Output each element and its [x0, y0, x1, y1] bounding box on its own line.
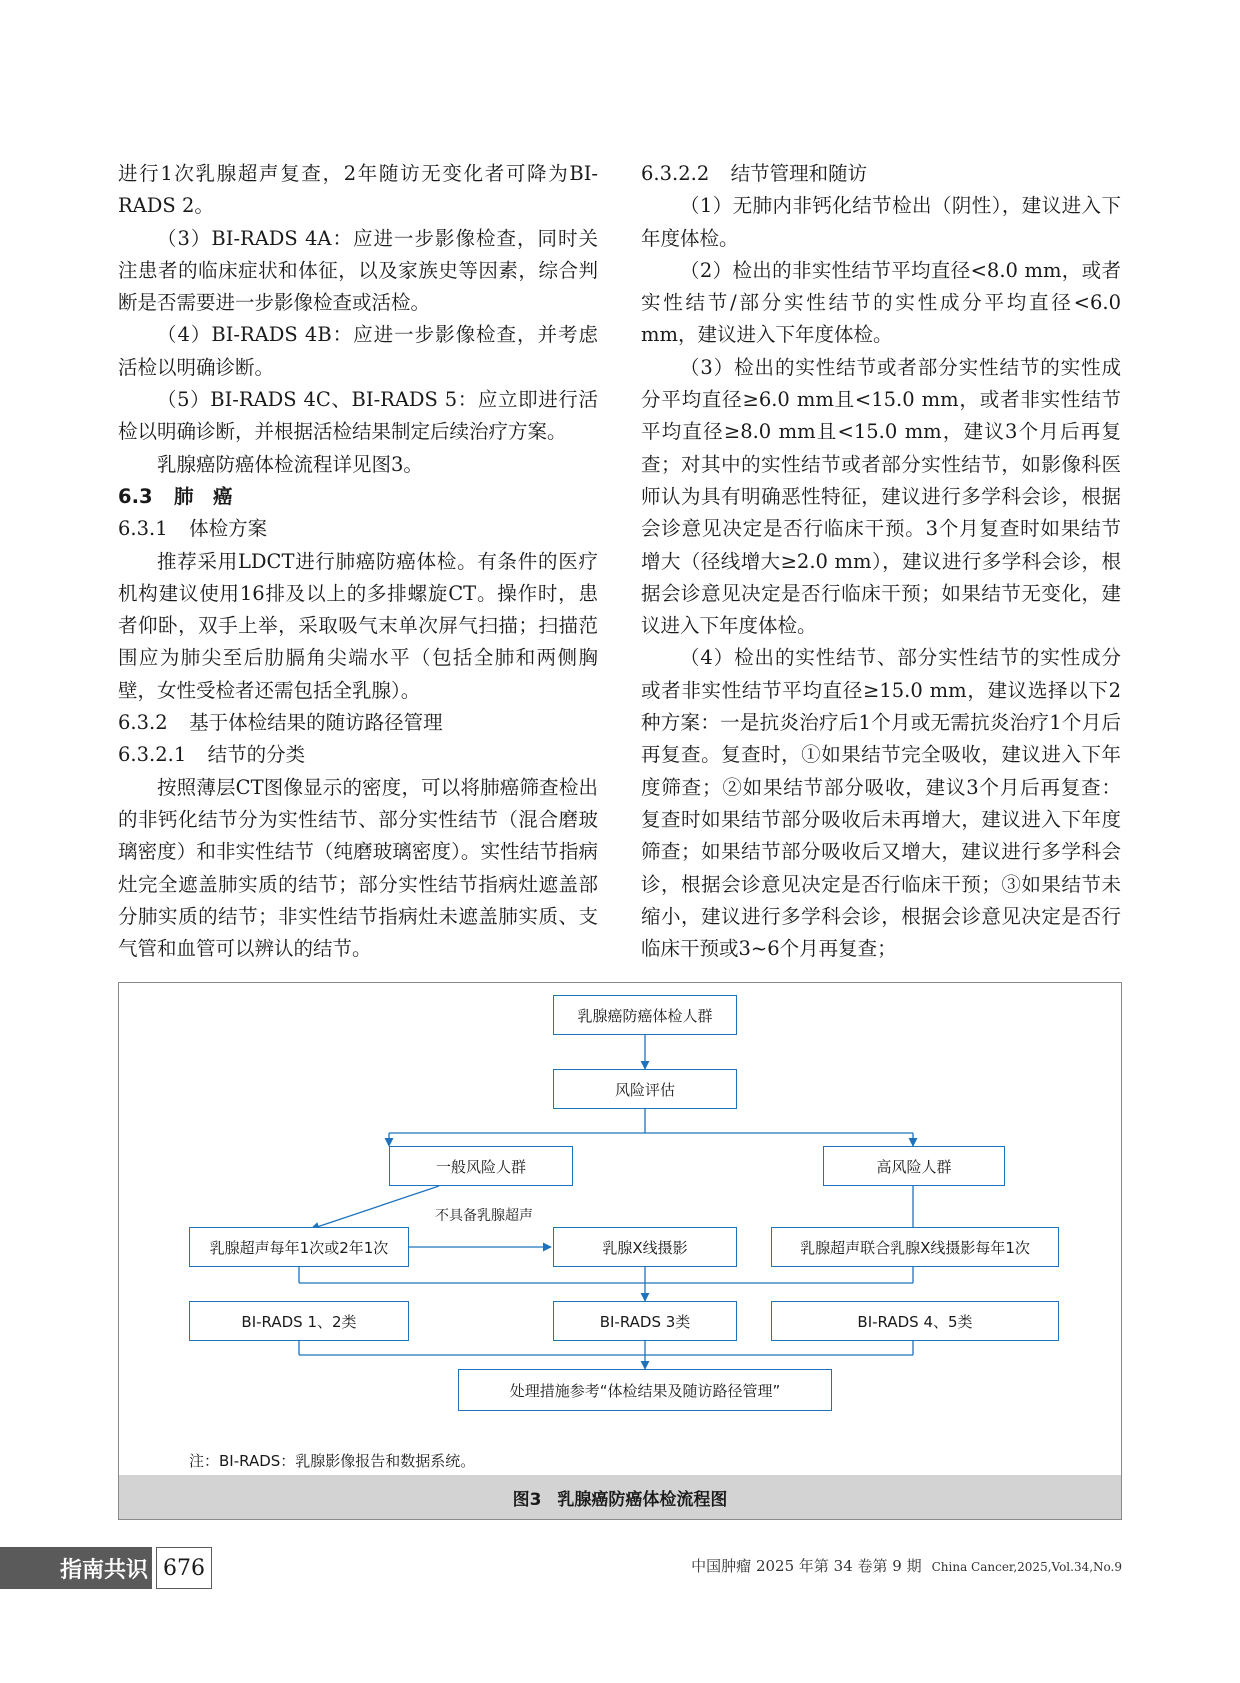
left-column: [118, 158, 598, 965]
page-number: 676: [156, 1547, 212, 1589]
body-paragraph: （3）检出的实性结节或者部分实性结节的实性成分平均直径≥6.0 mm且<15.0 mm，或者非实性结节平均直径≥8.0 mm且<15.0 mm，建议3个月后再复查；对其中的实性结节或者部分实性结节，如影像科医师认为具有明确恶性特征，建议进行多学科会诊，根据会诊意见决定是否行临床干预。3个月复查时如果结节增大（径线增大≥2.0 mm），建议进行多学科会诊，根据会诊意见决定是否行临床干预；如果结节无变化，建议进入下年度体检。: [641, 355, 1121, 638]
section-title: 体检方案: [189, 517, 268, 541]
section-number: 6.3: [118, 484, 153, 508]
body-paragraph: （5）BI-RADS 4C、BI-RADS 5：应立即进行活检以明确诊断，并根据活检结果制定后续治疗方案。: [118, 388, 598, 444]
section-number: 6.3.2.2: [641, 162, 710, 185]
figure-3-flowchart: [118, 982, 1122, 1520]
node-mammography: 乳腺X线摄影: [553, 1227, 737, 1267]
figure-caption-text: 乳腺癌防癌体检流程图: [557, 1489, 728, 1510]
body-paragraph: 按照薄层CT图像显示的密度，可以将肺癌筛查检出的非钙化结节分为实性结节、部分实性结节（混合磨玻璃密度）和非实性结节（纯磨玻璃密度）。实性结节指病灶完全遮盖肺实质的结节；部分实性结节指病灶遮盖部分肺实质的结节；非实性结节指病灶未遮盖肺实质、支气管和血管可以辨认的结节。: [118, 775, 598, 961]
section-title: 肺 癌: [173, 484, 233, 508]
section-heading: [118, 481, 598, 513]
body-paragraph: 推荐采用LDCT进行肺癌防癌体检。有条件的医疗机构建议使用16排及以上的多排螺旋CT。操作时，患者仰卧，双手上举，采取吸气末单次屏气扫描；扫描范围应为肺尖至后肋膈角尖端水平（包括全肺和两侧胸壁，女性受检者还需包括全乳腺）。: [118, 549, 598, 702]
node-birads-4-5: BI-RADS 4、5类: [771, 1301, 1059, 1341]
figure-caption-number: 图3: [512, 1489, 542, 1510]
body-paragraph: （1）无肺内非钙化结节检出（阴性），建议进入下年度体检。: [641, 194, 1121, 250]
section-tab: 指南共识: [0, 1547, 152, 1589]
edge-label-no-ultrasound: 不具备乳腺超声: [435, 1208, 533, 1224]
body-paragraph: 乳腺癌防癌体检流程详见图3。: [157, 452, 423, 476]
body-paragraph: （3）BI-RADS 4A：应进一步影像检查，同时关注患者的临床症状和体征，以及家族史等因素，综合判断是否需要进一步影像检查或活检。: [118, 226, 598, 315]
node-high-risk: 高风险人群: [823, 1146, 1005, 1186]
right-column: [641, 158, 1121, 965]
section-title: 结节的分类: [207, 743, 306, 767]
journal-en: China Cancer,2025,Vol.34,No.9: [931, 1560, 1122, 1574]
section-number: 6.3.2: [118, 711, 168, 735]
journal-info: [691, 1555, 1122, 1576]
section-heading: [118, 739, 598, 771]
section-heading: [118, 513, 598, 545]
figure-note: 注：BI-RADS：乳腺影像报告和数据系统。: [189, 1452, 476, 1470]
node-population: 乳腺癌防癌体检人群: [553, 995, 737, 1035]
node-birads-3: BI-RADS 3类: [553, 1301, 737, 1341]
section-number: 6.3.1: [118, 517, 168, 541]
node-combined-screening: 乳腺超声联合乳腺X线摄影每年1次: [771, 1227, 1059, 1267]
figure-caption: [119, 1475, 1121, 1519]
section-title: 结节管理和随访: [730, 162, 868, 185]
section-title: 基于体检结果的随访路径管理: [189, 711, 443, 735]
node-ultrasound: 乳腺超声每年1次或2年1次: [189, 1227, 409, 1267]
node-general-risk: 一般风险人群: [389, 1146, 573, 1186]
body-paragraph: 进行1次乳腺超声复查，2年随访无变化者可降为BI-RADS 2。: [118, 162, 598, 218]
body-paragraph: （2）检出的非实性结节平均直径<8.0 mm，或者实性结节/部分实性结节的实性成分平均直径<6.0 mm，建议进入下年度体检。: [641, 258, 1121, 347]
edge-general-us: [311, 1186, 439, 1229]
body-paragraph: （4）BI-RADS 4B：应进一步影像检查，并考虑活检以明确诊断。: [118, 323, 598, 379]
section-heading: [118, 707, 598, 739]
node-risk-assessment: 风险评估: [553, 1069, 737, 1109]
section-heading: [641, 158, 1121, 190]
section-number: 6.3.2.1: [118, 743, 187, 767]
body-paragraph: （4）检出的实性结节、部分实性结节的实性成分或者非实性结节平均直径≥15.0 mm，建议选择以下2种方案：一是抗炎治疗后1个月或无需抗炎治疗1个月后再复查。复查时，①如果结节完全吸收，建议进入下年度筛查；②如果结节部分吸收，建议3个月后再复查：复查时如果结节部分吸收后未再增大，建议进入下年度筛查；如果结节部分吸收后又增大，建议进行多学科会诊，根据会诊意见决定是否行临床干预；③如果结节未缩小，建议进行多学科会诊，根据会诊意见决定是否行临床干预或3~6个月再复查；: [641, 646, 1121, 961]
node-birads-1-2: BI-RADS 1、2类: [189, 1301, 409, 1341]
journal-cn: 中国肿瘤 2025 年第 34 卷第 9 期: [691, 1557, 922, 1575]
node-treatment-reference: 处理措施参考“体检结果及随访路径管理”: [458, 1369, 832, 1411]
